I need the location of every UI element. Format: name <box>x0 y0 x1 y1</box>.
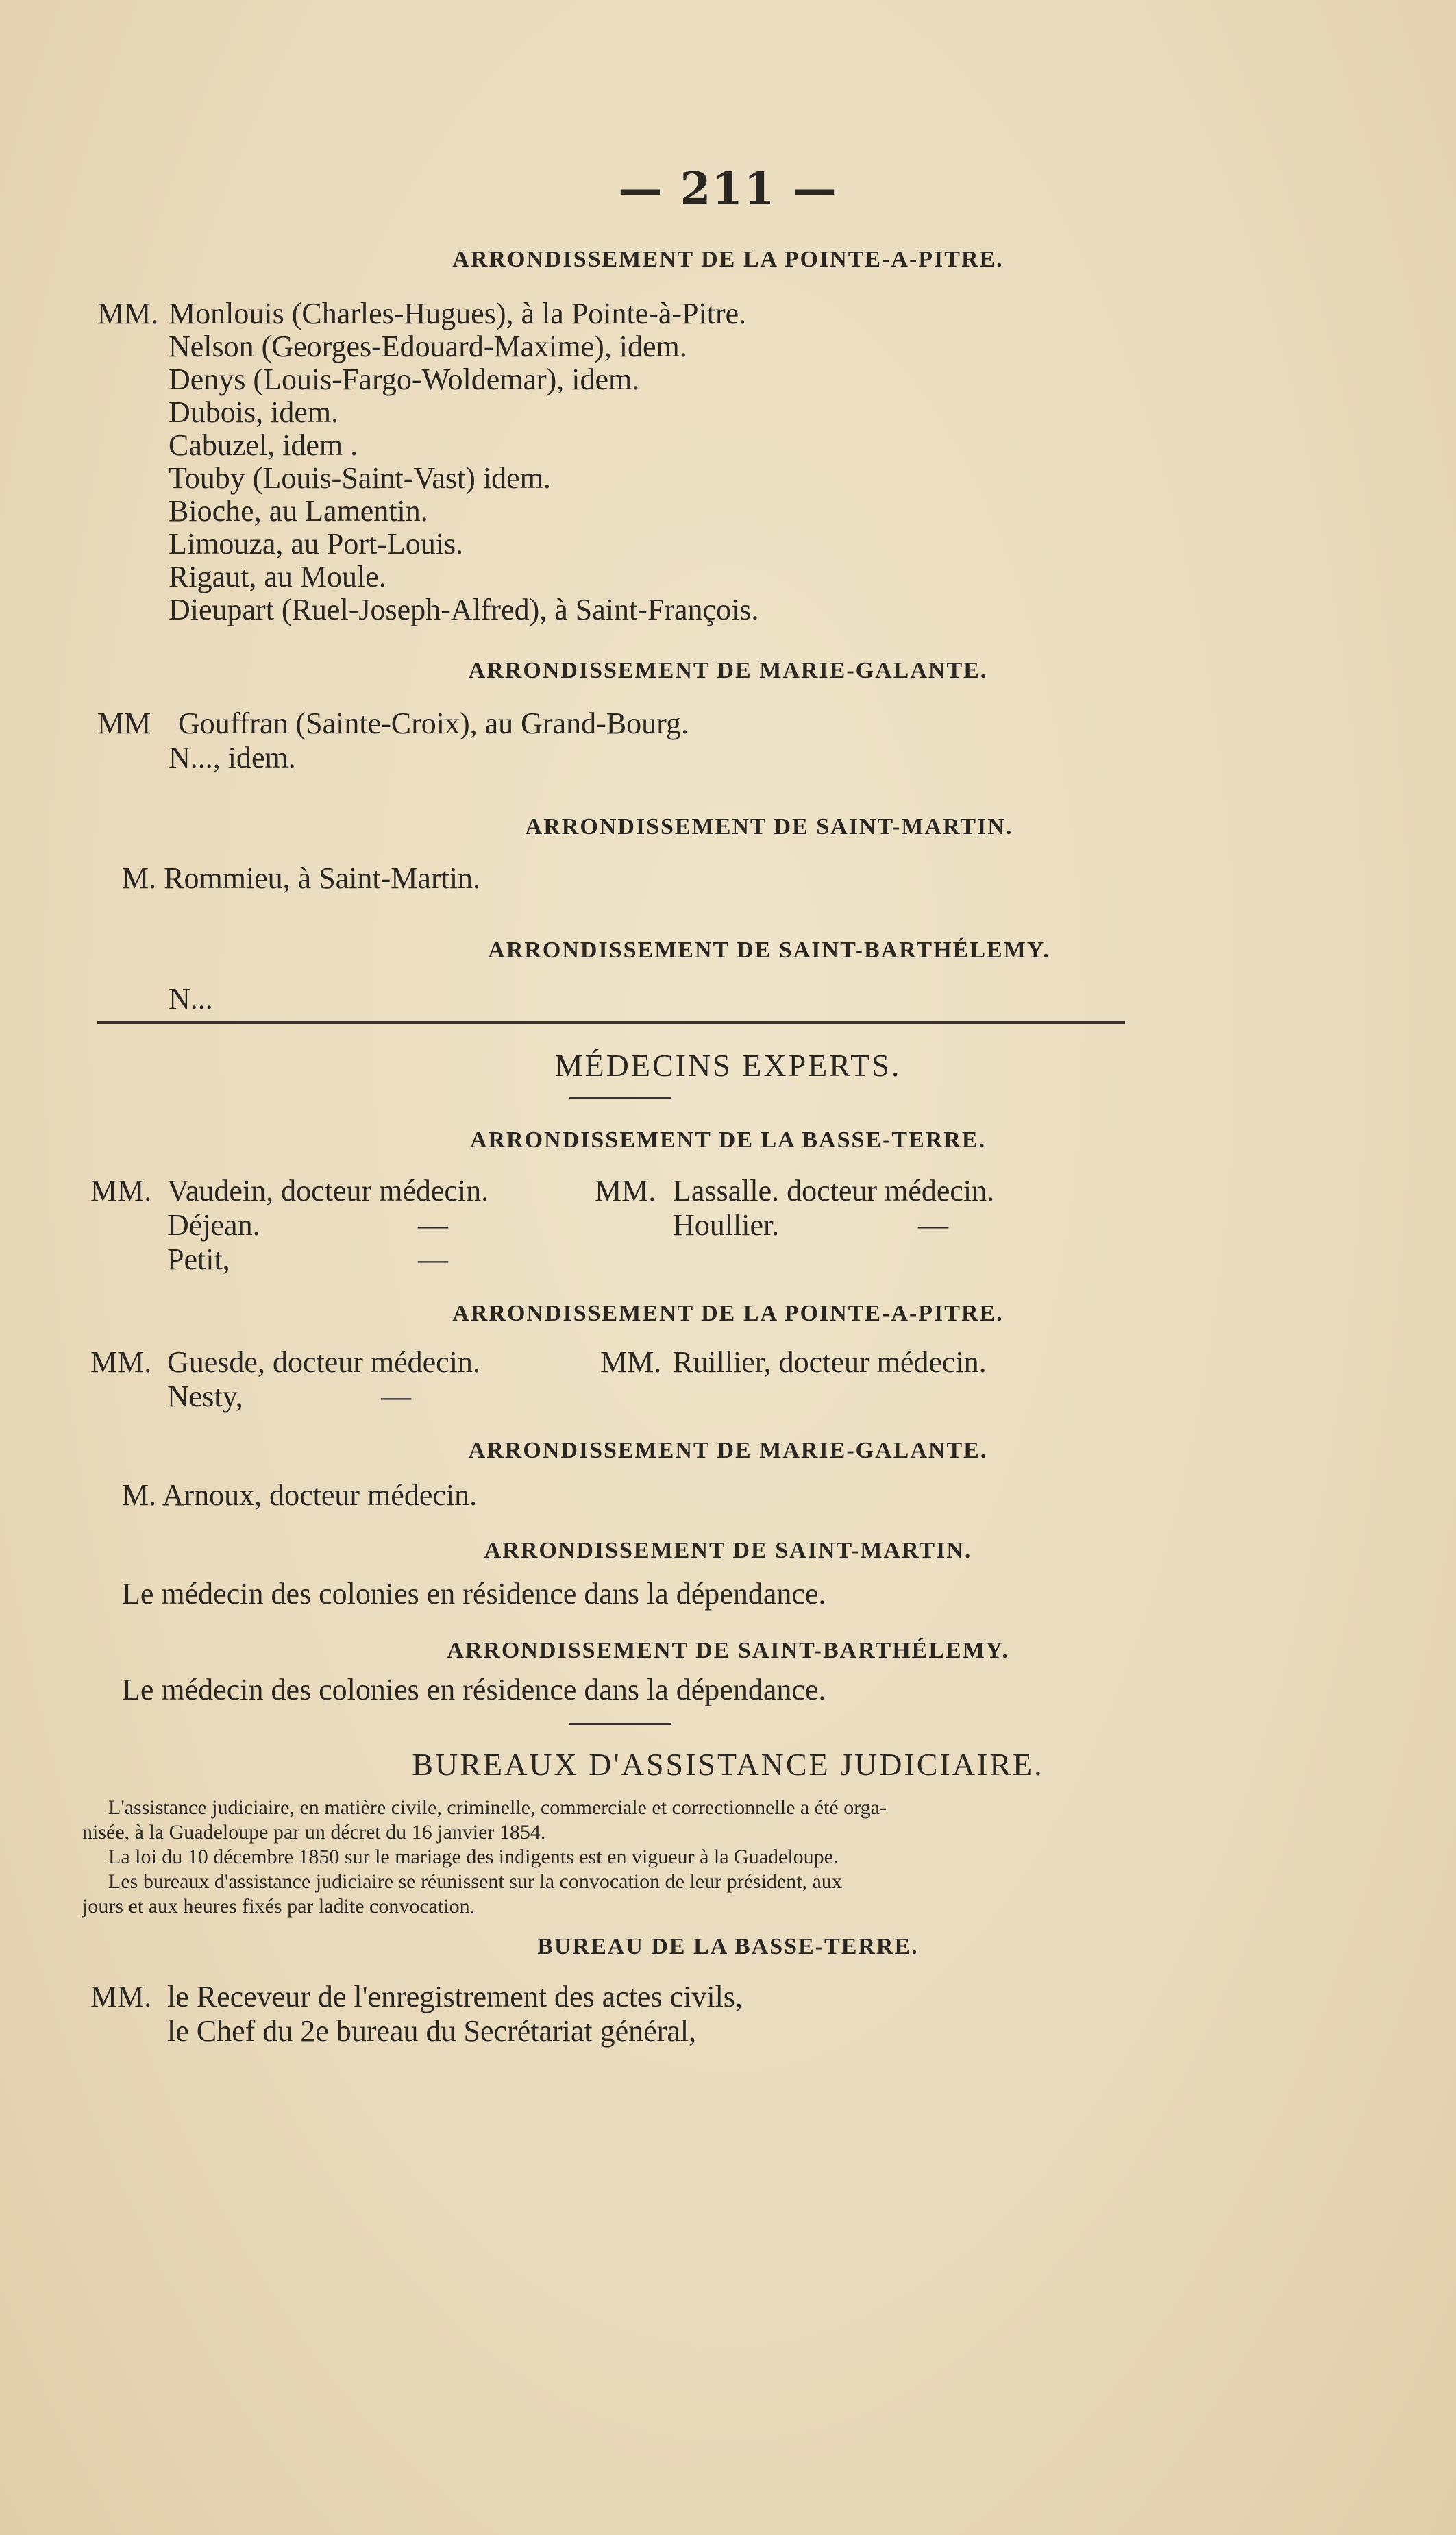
heading-saint-barthelemy-medecins: ARRONDISSEMENT DE SAINT-BARTHÉLEMY. <box>447 1638 1009 1663</box>
prefix-mm: MM <box>97 707 151 740</box>
heading-marie-galante-medecins: ARRONDISSEMENT DE MARIE-GALANTE. <box>468 1438 988 1463</box>
list-item: Dubois, idem. <box>169 395 339 429</box>
paragraph: Les bureaux d'assistance judiciaire se réunissent sur la convocation de leur président, aux <box>108 1870 842 1893</box>
list-item: le Chef du 2e bureau du Secrétariat général, <box>167 2014 697 2048</box>
paragraph: jours et aux heures fixés par ladite convocation. <box>82 1895 476 1918</box>
section-title-bureaux: BUREAUX D'ASSISTANCE JUDICIAIRE. <box>412 1747 1044 1782</box>
list-item: Touby (Louis-Saint-Vast) idem. <box>169 461 551 495</box>
heading-saint-martin-medecins: ARRONDISSEMENT DE SAINT-MARTIN. <box>484 1538 972 1563</box>
prefix-mm: MM. <box>97 297 159 330</box>
list-item: Gouffran (Sainte-Croix), au Grand-Bourg. <box>178 707 689 740</box>
list-item: Denys (Louis-Fargo-Woldemar), idem. <box>169 363 640 396</box>
list-item: N..., idem. <box>169 741 296 774</box>
prefix-mm: MM. <box>90 1345 152 1379</box>
list-item: Le médecin des colonies en résidence dans la dépendance. <box>122 1673 826 1706</box>
paragraph: La loi du 10 décembre 1850 sur le mariage des indigents est en vigueur à la Guadeloupe. <box>108 1846 839 1868</box>
list-item: Vaudein, docteur médecin. <box>167 1174 489 1208</box>
prefix-mm: MM. <box>595 1174 656 1208</box>
list-item: Limouza, au Port-Louis. <box>169 527 464 561</box>
list-item: Déjean. <box>167 1208 260 1242</box>
list-item: Bioche, au Lamentin. <box>169 494 428 528</box>
list-item: Houllier. <box>673 1208 780 1242</box>
list-item: Petit, <box>167 1242 230 1276</box>
list-item: Rigaut, au Moule. <box>169 560 386 593</box>
heading-basse-terre: ARRONDISSEMENT DE LA BASSE-TERRE. <box>469 1127 987 1153</box>
prefix-mm: MM. <box>90 1980 152 2013</box>
dash: — <box>918 1208 948 1242</box>
page-number: — 211 — <box>618 163 838 215</box>
list-item: le Receveur de l'enregistrement des actes civils, <box>167 1980 743 2013</box>
heading-pointe-a-pitre-medecins: ARRONDISSEMENT DE LA POINTE-A-PITRE. <box>452 1301 1004 1326</box>
heading-pointe-a-pitre: ARRONDISSEMENT DE LA POINTE-A-PITRE. <box>452 247 1004 272</box>
dash: — <box>418 1242 448 1276</box>
list-item: M. Arnoux, docteur médecin. <box>122 1478 478 1512</box>
list-item: Nesty, <box>167 1380 243 1413</box>
divider <box>97 1021 1125 1024</box>
list-item: N... <box>169 982 213 1016</box>
dash: — <box>418 1208 448 1242</box>
dash: — <box>381 1380 411 1413</box>
heading-marie-galante: ARRONDISSEMENT DE MARIE-GALANTE. <box>468 658 988 683</box>
paragraph: L'assistance judiciaire, en matière civile, criminelle, commerciale et correctionnelle a été orga- <box>108 1796 887 1819</box>
prefix-mm: MM. <box>90 1174 152 1208</box>
paragraph: nisée, à la Guadeloupe par un décret du 16 janvier 1854. <box>82 1821 546 1844</box>
list-item: Lassalle. docteur médecin. <box>673 1174 995 1208</box>
heading-bureau-basse-terre: BUREAU DE LA BASSE-TERRE. <box>537 1934 919 1959</box>
list-item: Nelson (Georges-Edouard-Maxime), idem. <box>169 330 687 363</box>
heading-saint-barthelemy: ARRONDISSEMENT DE SAINT-BARTHÉLEMY. <box>488 938 1050 963</box>
list-item: Ruillier, docteur médecin. <box>673 1345 987 1379</box>
prefix-mm: MM. <box>600 1345 662 1379</box>
list-item: Cabuzel, idem . <box>169 428 358 462</box>
section-title-medecins: MÉDECINS EXPERTS. <box>554 1048 902 1083</box>
list-item: M. Rommieu, à Saint-Martin. <box>122 861 481 895</box>
list-item: Dieupart (Ruel-Joseph-Alfred), à Saint-François. <box>169 593 759 626</box>
list-item: Guesde, docteur médecin. <box>167 1345 480 1379</box>
divider <box>569 1723 671 1725</box>
list-item: Monlouis (Charles-Hugues), à la Pointe-à-Pitre. <box>169 297 747 330</box>
divider <box>569 1097 671 1099</box>
heading-saint-martin: ARRONDISSEMENT DE SAINT-MARTIN. <box>525 814 1013 840</box>
list-item: Le médecin des colonies en résidence dans la dépendance. <box>122 1577 826 1611</box>
